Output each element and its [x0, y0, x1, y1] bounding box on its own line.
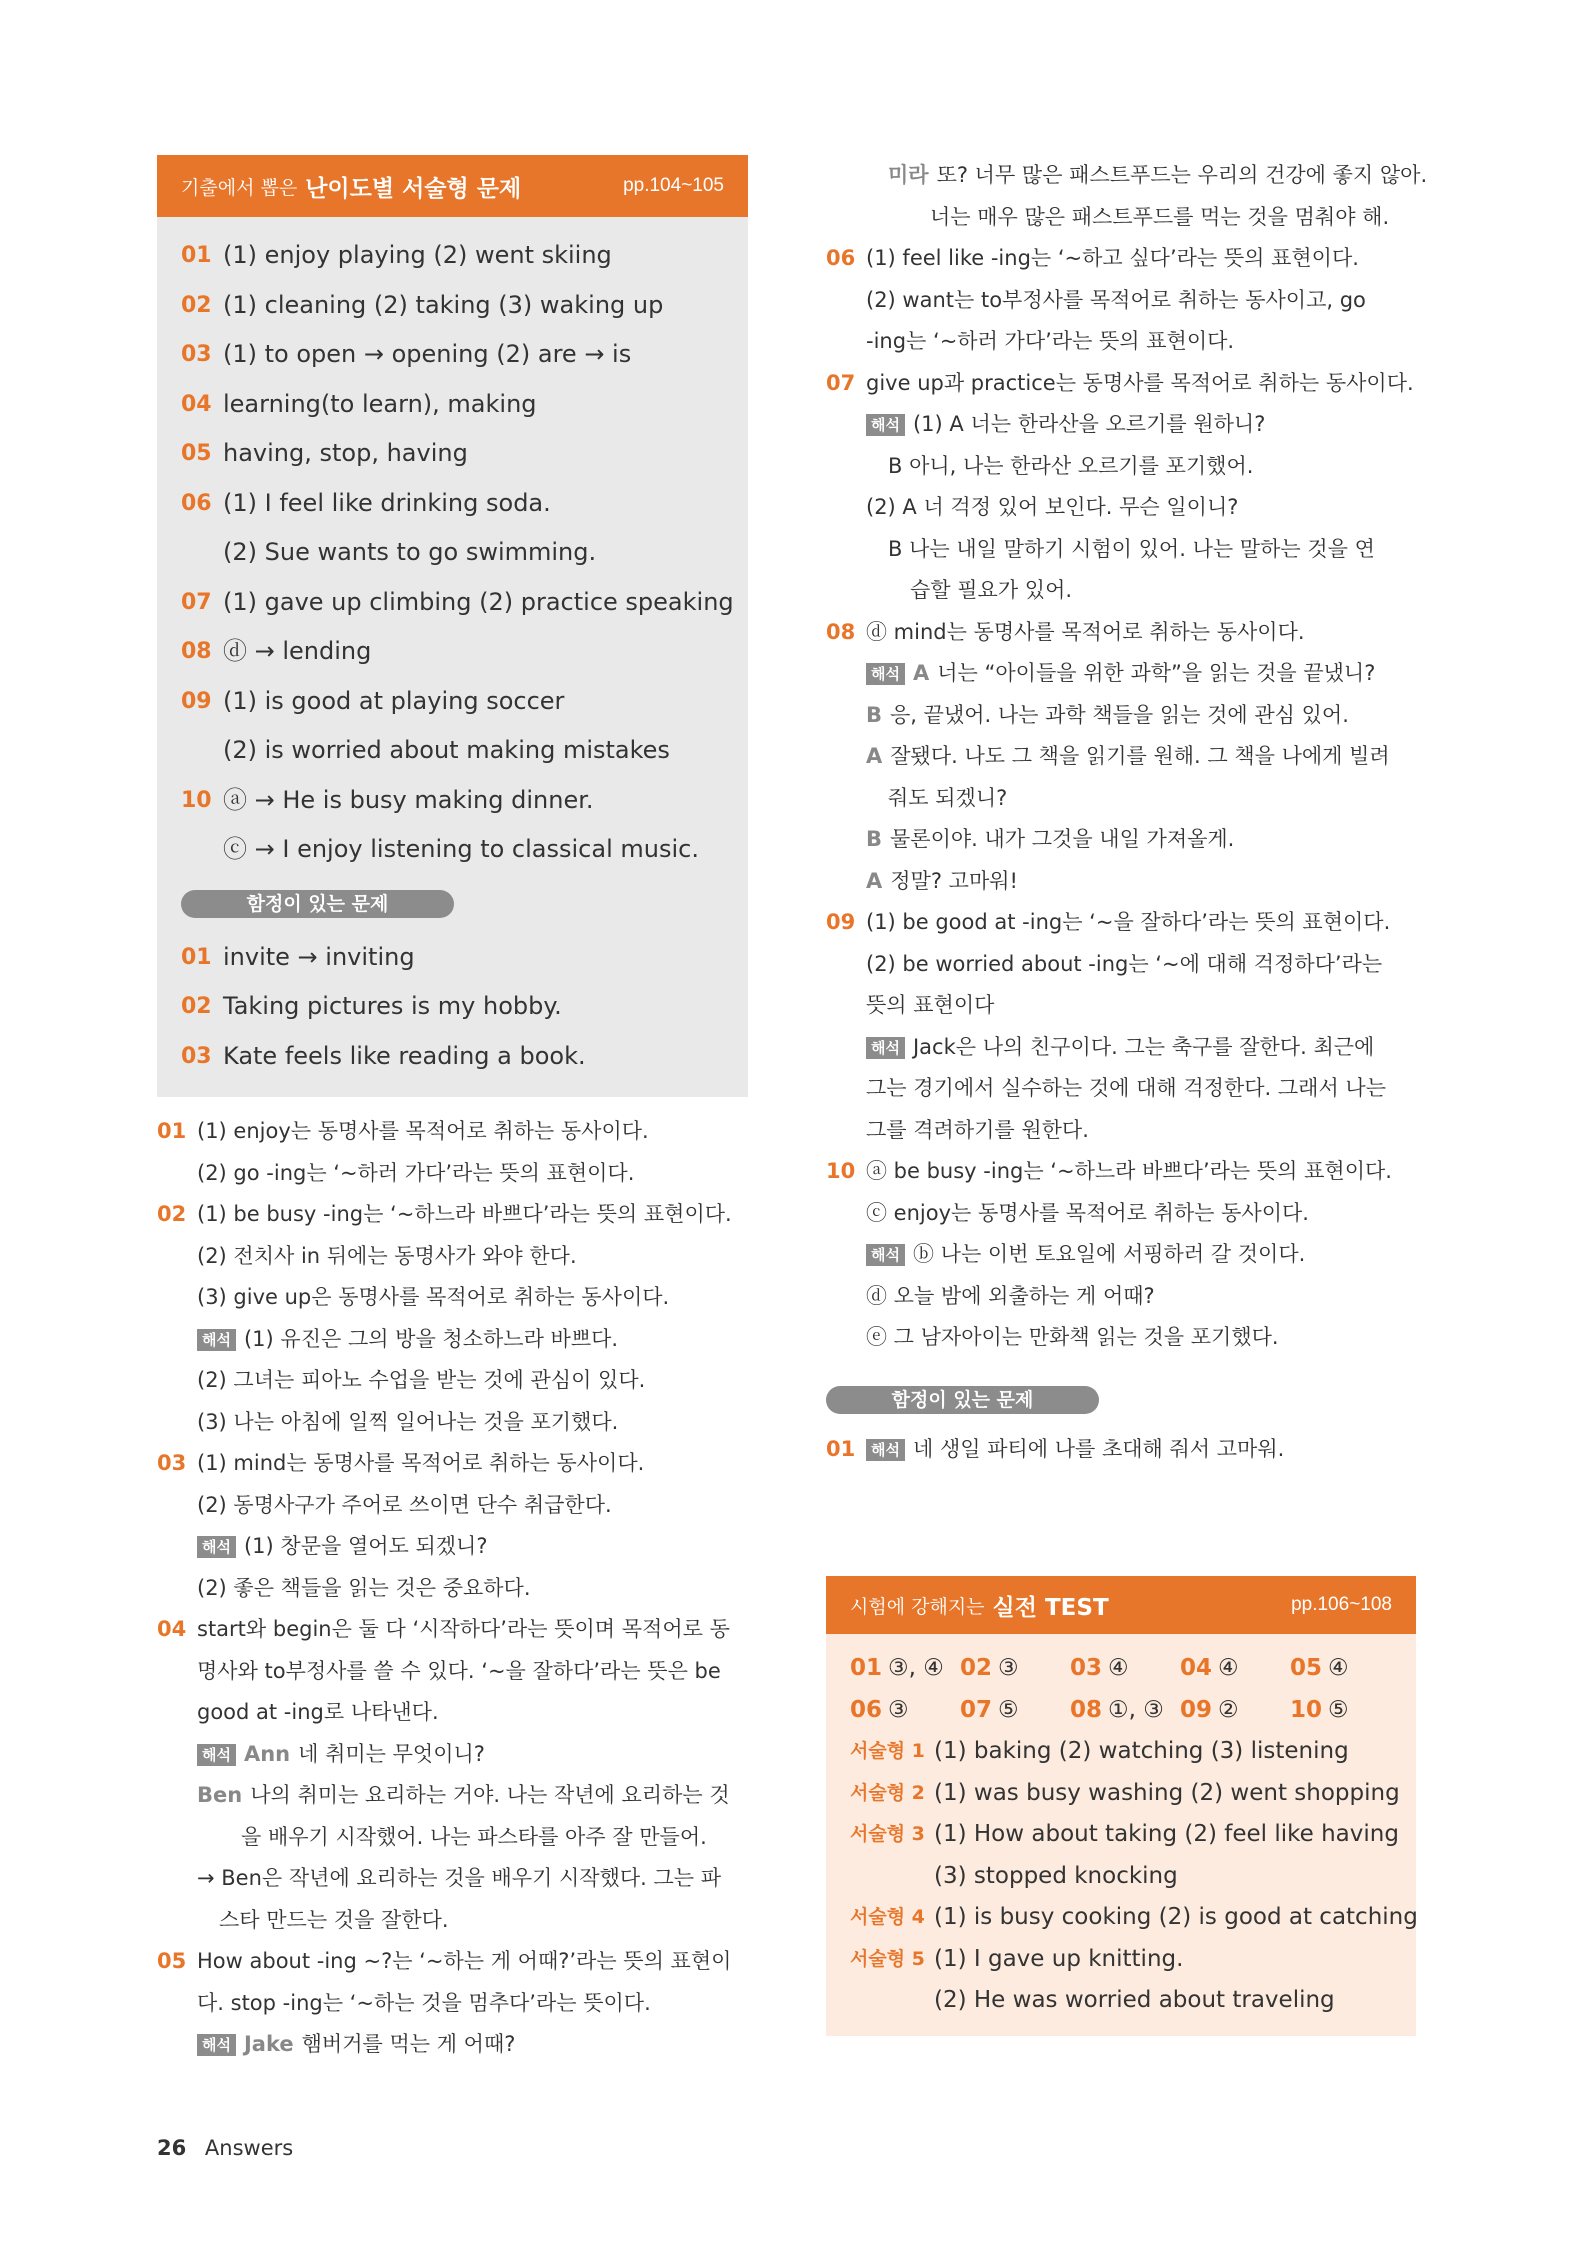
explanation-body — [197, 1609, 748, 1941]
item-number: 10 — [826, 1159, 856, 1183]
test-answer — [1290, 1690, 1349, 1732]
explanation-text: B 나는 내일 말하기 시험이 있어. 나는 말하는 것을 연 — [888, 536, 1375, 561]
answer-choice: ③, ④ — [888, 1655, 944, 1681]
explanation-text: ⓔ 그 남자아이는 만화책 읽는 것을 포기했다. — [866, 1325, 1279, 1349]
test-answer-row — [850, 1690, 1392, 1732]
test-answer — [1180, 1690, 1239, 1732]
answer-text: (2) Sue wants to go swimming. — [223, 538, 597, 566]
answer-choice: ② — [1218, 1696, 1239, 1723]
explanation-line — [866, 446, 1416, 488]
explanation-item — [826, 238, 1416, 363]
answer-choice: ④ — [1108, 1655, 1129, 1681]
explanation-text: 응, 끝냈어. 나는 과학 책들을 읽는 것에 관심 있어. — [890, 702, 1349, 727]
item-number: 07 — [826, 370, 856, 395]
item-number: 01 — [157, 1119, 187, 1143]
explanation-text: (3) give up은 동명사를 목적어로 취하는 동사이다. — [197, 1285, 670, 1309]
explanation-text: 스타 만드는 것을 잘한다. — [219, 1907, 449, 1932]
explanation-text: 네 생일 파티에 나를 초대해 줘서 고마워. — [912, 1436, 1285, 1461]
answer-choice: ④ — [1218, 1655, 1239, 1681]
item-number: 09 — [1180, 1696, 1213, 1723]
item-number: 01 — [181, 944, 212, 970]
explanation-item — [157, 1443, 748, 1609]
explanation-line — [197, 1858, 748, 1900]
item-number: 09 — [181, 688, 212, 714]
explanation-line — [866, 363, 1416, 405]
explanation-text: 그를 격려하기를 원한다. — [866, 1117, 1089, 1142]
speaker-label: 미라 — [888, 163, 929, 187]
explanation-text: (2) be worried about -ing는 ‘~에 대해 걱정하다’라는 — [866, 951, 1383, 976]
explanation-body — [866, 902, 1416, 1151]
explanation-line — [866, 487, 1416, 529]
explanation-line — [197, 1277, 748, 1319]
explanation-item — [826, 363, 1416, 612]
explanation-item — [826, 612, 1416, 903]
explanation-text: (3) 나는 아침에 일찍 일어나는 것을 포기했다. — [197, 1409, 619, 1434]
explanation-text: (1) 유진은 그의 방을 청소하느라 바쁘다. — [243, 1326, 619, 1351]
haeseok-tag: 해석 — [197, 1744, 236, 1766]
explanation-line — [197, 1194, 748, 1236]
explanation-body — [866, 155, 1427, 238]
answer-text: Taking pictures is my hobby. — [223, 992, 562, 1020]
speaker-label: Jake — [243, 2032, 294, 2056]
explanation-line — [197, 1609, 748, 1651]
explanation-line — [197, 2024, 748, 2066]
trap-label: 함정이 있는 문제 — [181, 890, 454, 918]
explanation-text: 또? 너무 많은 패스트푸드는 우리의 건강에 좋지 않아. — [936, 163, 1428, 187]
right-explanations — [826, 155, 1428, 1359]
explanation-line — [866, 280, 1416, 322]
explanation-text: → Ben은 작년에 요리하는 것을 배우기 시작했다. 그는 파 — [197, 1866, 722, 1890]
explanation-text: 다. stop -ing는 ‘~하는 것을 멈추다’라는 뜻이다. — [197, 1990, 651, 2015]
answer-line — [181, 627, 724, 677]
test-answer — [1070, 1648, 1129, 1690]
answer-line — [181, 776, 724, 826]
item-number: 04 — [157, 1617, 187, 1641]
answer-text: Kate feels like reading a book. — [223, 1041, 586, 1070]
explanation-line — [197, 1360, 748, 1402]
item-number: 07 — [960, 1696, 993, 1723]
right-column — [826, 155, 1428, 2036]
item-number: 03 — [181, 1043, 212, 1069]
explanation-line — [866, 778, 1416, 820]
explanation-line — [866, 1068, 1416, 1110]
item-number: 01 — [181, 243, 212, 268]
explanation-line — [866, 238, 1416, 280]
answer-text: having, stop, having — [223, 439, 468, 467]
header-small-2: 에서 뽑은 — [217, 176, 298, 199]
explanation-body — [866, 363, 1416, 612]
item-number: 02 — [157, 1202, 187, 1226]
haeseok-tag: 해석 — [197, 1536, 236, 1558]
explanation-text: 나의 취미는 요리하는 거야. 나는 작년에 요리하는 것 — [250, 1783, 730, 1807]
explanation-line — [866, 1317, 1416, 1359]
speaker-label: A — [866, 868, 883, 893]
haeseok-tag: 해석 — [866, 663, 905, 685]
essay-label: 서술형 2 — [850, 1781, 925, 1804]
answer-text: (1) I gave up knitting. — [934, 1945, 1184, 1972]
explanation-body — [197, 1194, 748, 1443]
haeseok-tag: 해석 — [197, 2034, 236, 2056]
explanation-text: -ing는 ‘~하러 가다’라는 뜻의 표현이다. — [866, 329, 1235, 353]
explanation-line — [866, 321, 1416, 363]
essay-answer-row — [850, 1773, 1400, 1815]
explanation-line — [866, 529, 1416, 571]
item-number: 10 — [1290, 1696, 1323, 1723]
explanation-text: 너는 “아이들을 위한 과학”을 읽는 것을 끝냈니? — [937, 661, 1376, 685]
item-number: 05 — [1290, 1655, 1323, 1681]
explanation-body — [197, 1941, 748, 2066]
explanation-item — [826, 155, 1428, 238]
answer-line — [181, 933, 724, 983]
test-answer — [850, 1690, 909, 1732]
explanation-text: (2) 좋은 책들을 읽는 것은 중요하다. — [197, 1575, 531, 1600]
explanation-line — [197, 1443, 748, 1485]
explanation-line — [866, 570, 1416, 612]
item-number: 03 — [1070, 1655, 1103, 1681]
explanation-line — [866, 902, 1416, 944]
explanation-line — [866, 155, 1427, 197]
right-trap-header — [826, 1371, 1416, 1429]
explanation-item — [157, 1194, 748, 1443]
item-number: 04 — [181, 391, 212, 417]
explanation-body — [197, 1443, 748, 1609]
explanation-text: 정말? 고마워! — [890, 868, 1018, 893]
answer-line — [181, 281, 724, 331]
item-number: 04 — [1180, 1655, 1213, 1681]
item-number: 07 — [181, 589, 212, 615]
answer-choice: ③ — [998, 1655, 1019, 1681]
test-answer — [1180, 1648, 1239, 1690]
test-answer — [850, 1648, 944, 1690]
explanation-body — [866, 612, 1416, 903]
item-number — [181, 825, 223, 875]
explanation-line — [866, 612, 1416, 654]
haeseok-tag: 해석 — [197, 1329, 236, 1351]
answer-line — [181, 231, 724, 281]
speaker-label: Ben — [197, 1783, 243, 1807]
explanation-item — [157, 1609, 748, 1941]
speaker-label: A — [866, 744, 883, 768]
item-number — [181, 528, 223, 578]
answer-choice: ④ — [1328, 1655, 1349, 1681]
footer-label: Answers — [204, 2136, 294, 2160]
answer-choice: ⑤ — [998, 1696, 1019, 1723]
answer-text: (2) is worried about making mistakes — [223, 736, 670, 764]
test-answer — [1290, 1648, 1349, 1690]
haeseok-tag: 해석 — [866, 1244, 905, 1266]
explanation-text: 햄버거를 먹는 게 어때? — [301, 2032, 516, 2056]
test-answers — [826, 1634, 1416, 2022]
explanation-line — [866, 985, 1416, 1027]
explanation-line — [866, 1027, 1416, 1069]
essay-label: 서술형 1 — [850, 1740, 925, 1762]
test-box — [826, 1576, 1416, 2036]
left-explanations — [157, 1111, 748, 2066]
explanation-line — [197, 1568, 748, 1610]
haeseok-tag: 해석 — [866, 1439, 905, 1461]
answer-text: (1) enjoy playing (2) went skiing — [223, 241, 612, 269]
answer-list — [157, 217, 748, 875]
essay-answer-row — [850, 1814, 1399, 1856]
explanation-line — [866, 1193, 1416, 1235]
left-column — [157, 155, 748, 2066]
essay-label: 서술형 3 — [850, 1823, 925, 1845]
trap-answer-list — [157, 933, 748, 1082]
item-number: 02 — [181, 292, 212, 318]
answer-line — [181, 528, 724, 578]
explanation-text: B 아니, 나는 한라산 오르기를 포기했어. — [888, 453, 1254, 478]
right-trap-item — [826, 1429, 1416, 1471]
item-number — [826, 155, 866, 238]
explanation-line — [197, 1692, 748, 1734]
explanation-text: ⓓ 오늘 밤에 외출하는 게 어때? — [866, 1283, 1155, 1308]
explanation-text: (1) mind는 동명사를 목적어로 취하는 동사이다. — [197, 1451, 645, 1475]
explanation-line — [197, 1236, 748, 1278]
explanation-item — [826, 902, 1416, 1151]
answer-text: (1) baking (2) watching (3) listening — [934, 1738, 1349, 1764]
answer-text: (1) gave up climbing (2) practice speaking — [223, 587, 734, 616]
footer — [157, 2136, 293, 2160]
answer-box-header — [157, 155, 748, 217]
explanation-text: 네 취미는 무엇이니? — [298, 1741, 485, 1766]
test-box-header — [826, 1576, 1416, 1634]
explanation-line — [866, 1151, 1416, 1193]
explanation-line — [866, 653, 1416, 695]
explanation-text: 을 배우기 시작했어. 나는 파스타를 아주 잘 만들어. — [241, 1824, 707, 1849]
explanation-line — [197, 1817, 748, 1859]
answer-text: (1) was busy washing (2) went shopping — [934, 1779, 1400, 1806]
explanation-text: (2) 그녀는 피아노 수업을 받는 것에 관심이 있다. — [197, 1368, 646, 1392]
answer-choice: ①, ③ — [1108, 1696, 1164, 1723]
item-number: 06 — [826, 246, 856, 270]
explanation-text: 습할 필요가 있어. — [910, 578, 1073, 602]
item-number: 05 — [157, 1949, 187, 1973]
header-small-2: 에 강해지는 — [886, 1595, 985, 1618]
answer-text: invite → inviting — [223, 942, 415, 971]
item-number: 03 — [181, 342, 212, 367]
item-number: 09 — [826, 910, 856, 934]
explanation-text: ⓒ enjoy는 동명사를 목적어로 취하는 동사이다. — [866, 1200, 1309, 1225]
essay-label: 서술형 5 — [850, 1947, 925, 1970]
item-number: 10 — [181, 787, 212, 813]
explanation-text: (1) be busy -ing는 ‘~하느라 바쁘다’라는 뜻의 표현이다. — [197, 1202, 732, 1226]
essay-answer-row — [850, 1939, 1392, 1981]
item-number: 05 — [181, 441, 212, 466]
answer-text: (1) cleaning (2) taking (3) waking up — [223, 290, 664, 319]
test-box-title: 실전 TEST — [992, 1594, 1109, 1621]
explanation-text: (1) be good at -ing는 ‘~을 잘하다’라는 뜻의 표현이다. — [866, 910, 1391, 934]
explanation-item — [157, 1111, 748, 1194]
explanation-text: 잘됐다. 나도 그 책을 읽기를 원해. 그 책을 나에게 빌려 — [890, 744, 1390, 768]
answer-text: (1) is good at playing soccer — [223, 686, 565, 715]
answer-text: learning(to learn), making — [223, 389, 537, 418]
answer-line — [181, 825, 724, 875]
explanation-line — [197, 1775, 748, 1817]
test-answer — [1070, 1690, 1164, 1732]
explanation-line — [197, 1111, 748, 1153]
explanation-text: 너는 매우 많은 패스트푸드를 먹는 것을 멈춰야 해. — [930, 204, 1390, 229]
explanation-line — [197, 1402, 748, 1444]
header-small-1: 시험 — [850, 1595, 887, 1618]
answer-text: (1) I feel like drinking soda. — [223, 488, 551, 517]
explanation-text: 명사와 to부정사를 쓸 수 있다. ‘~을 잘하다’라는 뜻은 be — [197, 1658, 721, 1683]
explanation-text: Jack은 나의 친구이다. 그는 축구를 잘한다. 최근에 — [912, 1034, 1375, 1059]
answer-text: (1) is busy cooking (2) is good at catching — [934, 1904, 1418, 1930]
explanation-text: start와 begin은 둘 다 ‘시작하다’라는 뜻이며 목적어로 동 — [197, 1617, 730, 1641]
explanation-text: (1) A 너는 한라산을 오르기를 원하니? — [912, 412, 1266, 436]
explanation-body — [866, 238, 1416, 363]
explanation-text: give up과 practice는 동명사를 목적어로 취하는 동사이다. — [866, 370, 1414, 395]
answer-text: ⓐ → He is busy making dinner. — [223, 785, 594, 814]
answer-text: ⓒ → I enjoy listening to classical music. — [223, 835, 699, 863]
page-number: 26 — [157, 2136, 187, 2160]
explanation-text: 뜻의 표현이다 — [866, 993, 995, 1017]
explanation-line — [866, 695, 1416, 737]
explanation-line — [866, 197, 1427, 239]
answer-box-title: 난이도별 서술형 문제 — [305, 175, 522, 202]
explanation-line — [866, 1234, 1416, 1276]
explanation-item — [157, 1941, 748, 2066]
explanation-text: (1) enjoy는 동명사를 목적어로 취하는 동사이다. — [197, 1119, 649, 1143]
explanation-text: (2) 전치사 in 뒤에는 동명사가 와야 한다. — [197, 1243, 577, 1268]
item-number: 08 — [181, 639, 212, 664]
answer-choice: ⑤ — [1328, 1696, 1349, 1723]
explanation-text: (2) A 너 걱정 있어 보인다. 무슨 일이니? — [866, 495, 1239, 519]
explanation-text: How about -ing ~?는 ‘~하는 게 어때?’라는 뜻의 표현이 — [197, 1949, 732, 1973]
test-answer — [960, 1690, 1019, 1732]
item-number: 06 — [850, 1696, 883, 1723]
explanation-line — [197, 1526, 748, 1568]
essay-answer-row — [850, 1731, 1392, 1773]
item-number: 01 — [850, 1655, 883, 1681]
answer-choice: ③ — [888, 1696, 909, 1723]
item-number: 02 — [181, 994, 212, 1019]
explanation-text: ⓐ be busy -ing는 ‘~하느라 바쁘다’라는 뜻의 표현이다. — [866, 1159, 1392, 1183]
answer-line — [181, 330, 724, 380]
answer-text: (1) How about taking (2) feel like having — [934, 1821, 1399, 1847]
explanation-line — [197, 1983, 748, 2025]
answer-text: (3) stopped knocking — [934, 1862, 1178, 1889]
header-small-1: 기출 — [181, 176, 218, 199]
explanation-text: (2) want는 to부정사를 목적어로 취하는 동사이고, go — [866, 287, 1366, 312]
answer-line — [181, 1032, 724, 1082]
essay-label — [850, 1980, 934, 2022]
explanation-line — [866, 1110, 1416, 1152]
essay-label — [850, 1856, 934, 1898]
explanation-line — [197, 1153, 748, 1195]
answer-box — [157, 155, 748, 1097]
explanation-line — [866, 861, 1416, 903]
item-number — [181, 726, 223, 776]
explanation-body — [866, 1151, 1416, 1359]
answer-line — [181, 380, 724, 430]
explanation-line — [866, 404, 1416, 446]
explanation-line — [866, 736, 1416, 778]
essay-answer-row — [850, 1897, 1418, 1939]
answer-line — [181, 578, 734, 628]
explanation-line — [197, 1734, 748, 1776]
explanation-item — [826, 1151, 1416, 1359]
haeseok-tag: 해석 — [866, 414, 905, 436]
explanation-text: 물론이야. 내가 그것을 내일 가져올게. — [890, 827, 1235, 851]
speaker-label: Ann — [243, 1741, 291, 1766]
speaker-label: A — [912, 661, 930, 685]
item-number: 06 — [181, 490, 212, 516]
explanation-line — [197, 1900, 748, 1942]
answer-line — [181, 429, 724, 479]
essay-label: 서술형 4 — [850, 1906, 925, 1928]
answer-text: (1) to open → opening (2) are → is — [223, 340, 632, 368]
haeseok-tag: 해석 — [866, 1037, 905, 1059]
explanation-text: (1) 창문을 열어도 되겠니? — [243, 1534, 488, 1558]
right-trap-label: 함정이 있는 문제 — [826, 1386, 1099, 1414]
explanation-text: ⓑ 나는 이번 토요일에 서핑하러 갈 것이다. — [912, 1242, 1306, 1266]
explanation-body — [197, 1111, 748, 1194]
explanation-text: (2) go -ing는 ‘~하러 가다’라는 뜻의 표현이다. — [197, 1160, 635, 1185]
essay-answer-row — [850, 1980, 1392, 2022]
explanation-line — [866, 1276, 1416, 1318]
explanation-line — [197, 1651, 748, 1693]
speaker-label: B — [866, 702, 883, 727]
item-number: 08 — [826, 619, 856, 644]
explanation-text: (2) 동명사구가 주어로 쓰이면 단수 취급한다. — [197, 1492, 612, 1517]
explanation-line — [866, 819, 1416, 861]
page-range: pp.106~108 — [1291, 1594, 1392, 1615]
answer-text: (2) He was worried about traveling — [934, 1987, 1335, 2013]
essay-answer-row — [850, 1856, 1392, 1898]
explanation-text: 줘도 되겠니? — [888, 785, 1008, 810]
item-number: 02 — [960, 1655, 993, 1681]
item-number: 08 — [1070, 1696, 1103, 1723]
answer-text: ⓓ → lending — [223, 637, 372, 665]
explanation-line — [197, 1319, 748, 1361]
speaker-label: B — [866, 827, 883, 851]
answer-line — [181, 479, 724, 529]
explanation-text: ⓓ mind는 동명사를 목적어로 취하는 동사이다. — [866, 619, 1305, 644]
explanation-text: good at -ing로 나타낸다. — [197, 1700, 439, 1724]
answer-line — [181, 677, 724, 727]
page-range: pp.104~105 — [623, 175, 724, 196]
item-number: 01 — [826, 1436, 856, 1461]
explanation-line — [197, 1941, 748, 1983]
test-answer — [960, 1648, 1019, 1690]
answer-line — [181, 726, 724, 776]
answer-line — [181, 982, 724, 1032]
test-answer-row — [850, 1648, 1392, 1690]
trap-header — [157, 875, 748, 933]
item-number: 03 — [157, 1451, 187, 1475]
explanation-text: 그는 경기에서 실수하는 것에 대해 걱정한다. 그래서 나는 — [866, 1076, 1386, 1100]
explanation-text: (1) feel like -ing는 ‘~하고 싶다’라는 뜻의 표현이다. — [866, 246, 1359, 270]
explanation-line — [866, 944, 1416, 986]
explanation-line — [197, 1485, 748, 1527]
